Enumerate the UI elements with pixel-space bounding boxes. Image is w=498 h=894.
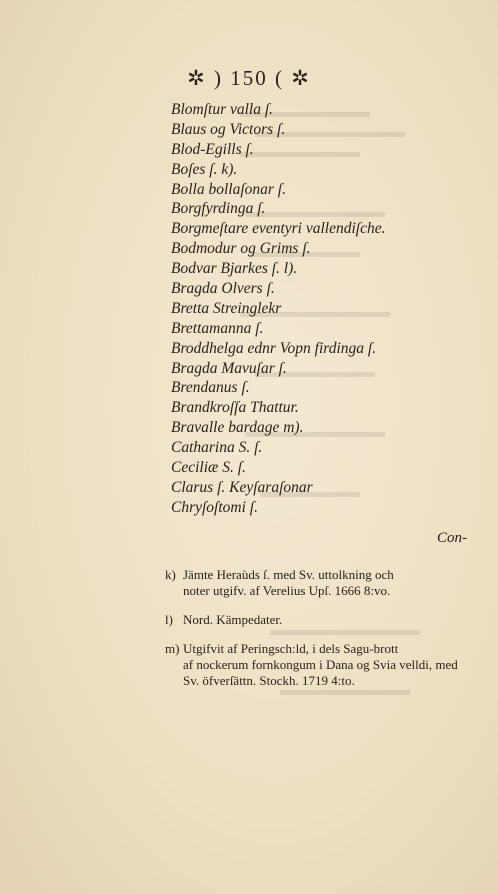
saga-title: Bragda Olvers ſ. <box>171 280 275 298</box>
footnote-text: af nockerum fornkongum i Dana og Svia velldi, med Sv. öfverſättn. Stockh. 1719 4:to. <box>183 657 458 688</box>
footnote-mark: l) <box>165 612 173 627</box>
catchword: Con- <box>437 530 467 546</box>
footnote-k <box>165 567 475 599</box>
saga-title: Broddhelga ednr Vopn firdinga ſ. <box>171 339 377 357</box>
saga-title: Bolla bollaſonar ſ. <box>171 180 286 198</box>
saga-title: Blomſtur valla ſ. <box>171 101 274 118</box>
footnote-text: noter utgifv. af Verelius Upſ. 1666 8:vo. <box>183 583 391 598</box>
saga-title: Bodvar Bjarkes ſ. l). <box>171 260 298 278</box>
saga-title: Bragda Mavuſar ſ. <box>171 359 287 377</box>
saga-title: Bodmodur og Grims ſ. <box>171 240 311 258</box>
saga-title: Borgfyrdinga ſ. <box>171 200 266 218</box>
saga-title: Brettamanna ſ. <box>171 319 264 337</box>
saga-title: Blod-Egills ſ. <box>171 140 254 158</box>
footnote-text: Nord. Kämpedater. <box>183 612 283 627</box>
saga-title: Bretta Streinglekr <box>171 299 282 317</box>
saga-title: Boſes ſ. k). <box>171 160 238 178</box>
saga-title: Chryſoſtomi ſ. <box>171 498 258 516</box>
saga-title: Catharina S. ſ. <box>171 439 263 457</box>
saga-title: Blaus og Victors ſ. <box>171 120 286 138</box>
footnote-mark: k) <box>165 567 176 582</box>
saga-title: Brendanus ſ. <box>171 379 250 397</box>
saga-title: Clarus ſ. Keyſaraſonar <box>171 478 313 496</box>
saga-title: Bravalle bardage m). <box>171 419 304 437</box>
footnote-text: Utgifvit af Peringsch:ld, i dels Sagu-brott <box>183 641 399 656</box>
footnote-mark: m) <box>165 641 180 656</box>
footnote-m <box>165 641 475 689</box>
footnote-text: Jämte Heraùds ſ. med Sv. uttolkning och <box>183 567 394 582</box>
footnote-l <box>165 612 475 628</box>
saga-title-list <box>171 100 471 518</box>
saga-title: Brandkroſſa Thattur. <box>171 399 299 417</box>
saga-title: Ceciliæ S. ſ. <box>171 459 246 477</box>
saga-title: Borgmeſtare eventyri vallendiſche. <box>171 220 386 238</box>
page-header: ✲ ) 150 ( ✲ <box>187 66 311 90</box>
